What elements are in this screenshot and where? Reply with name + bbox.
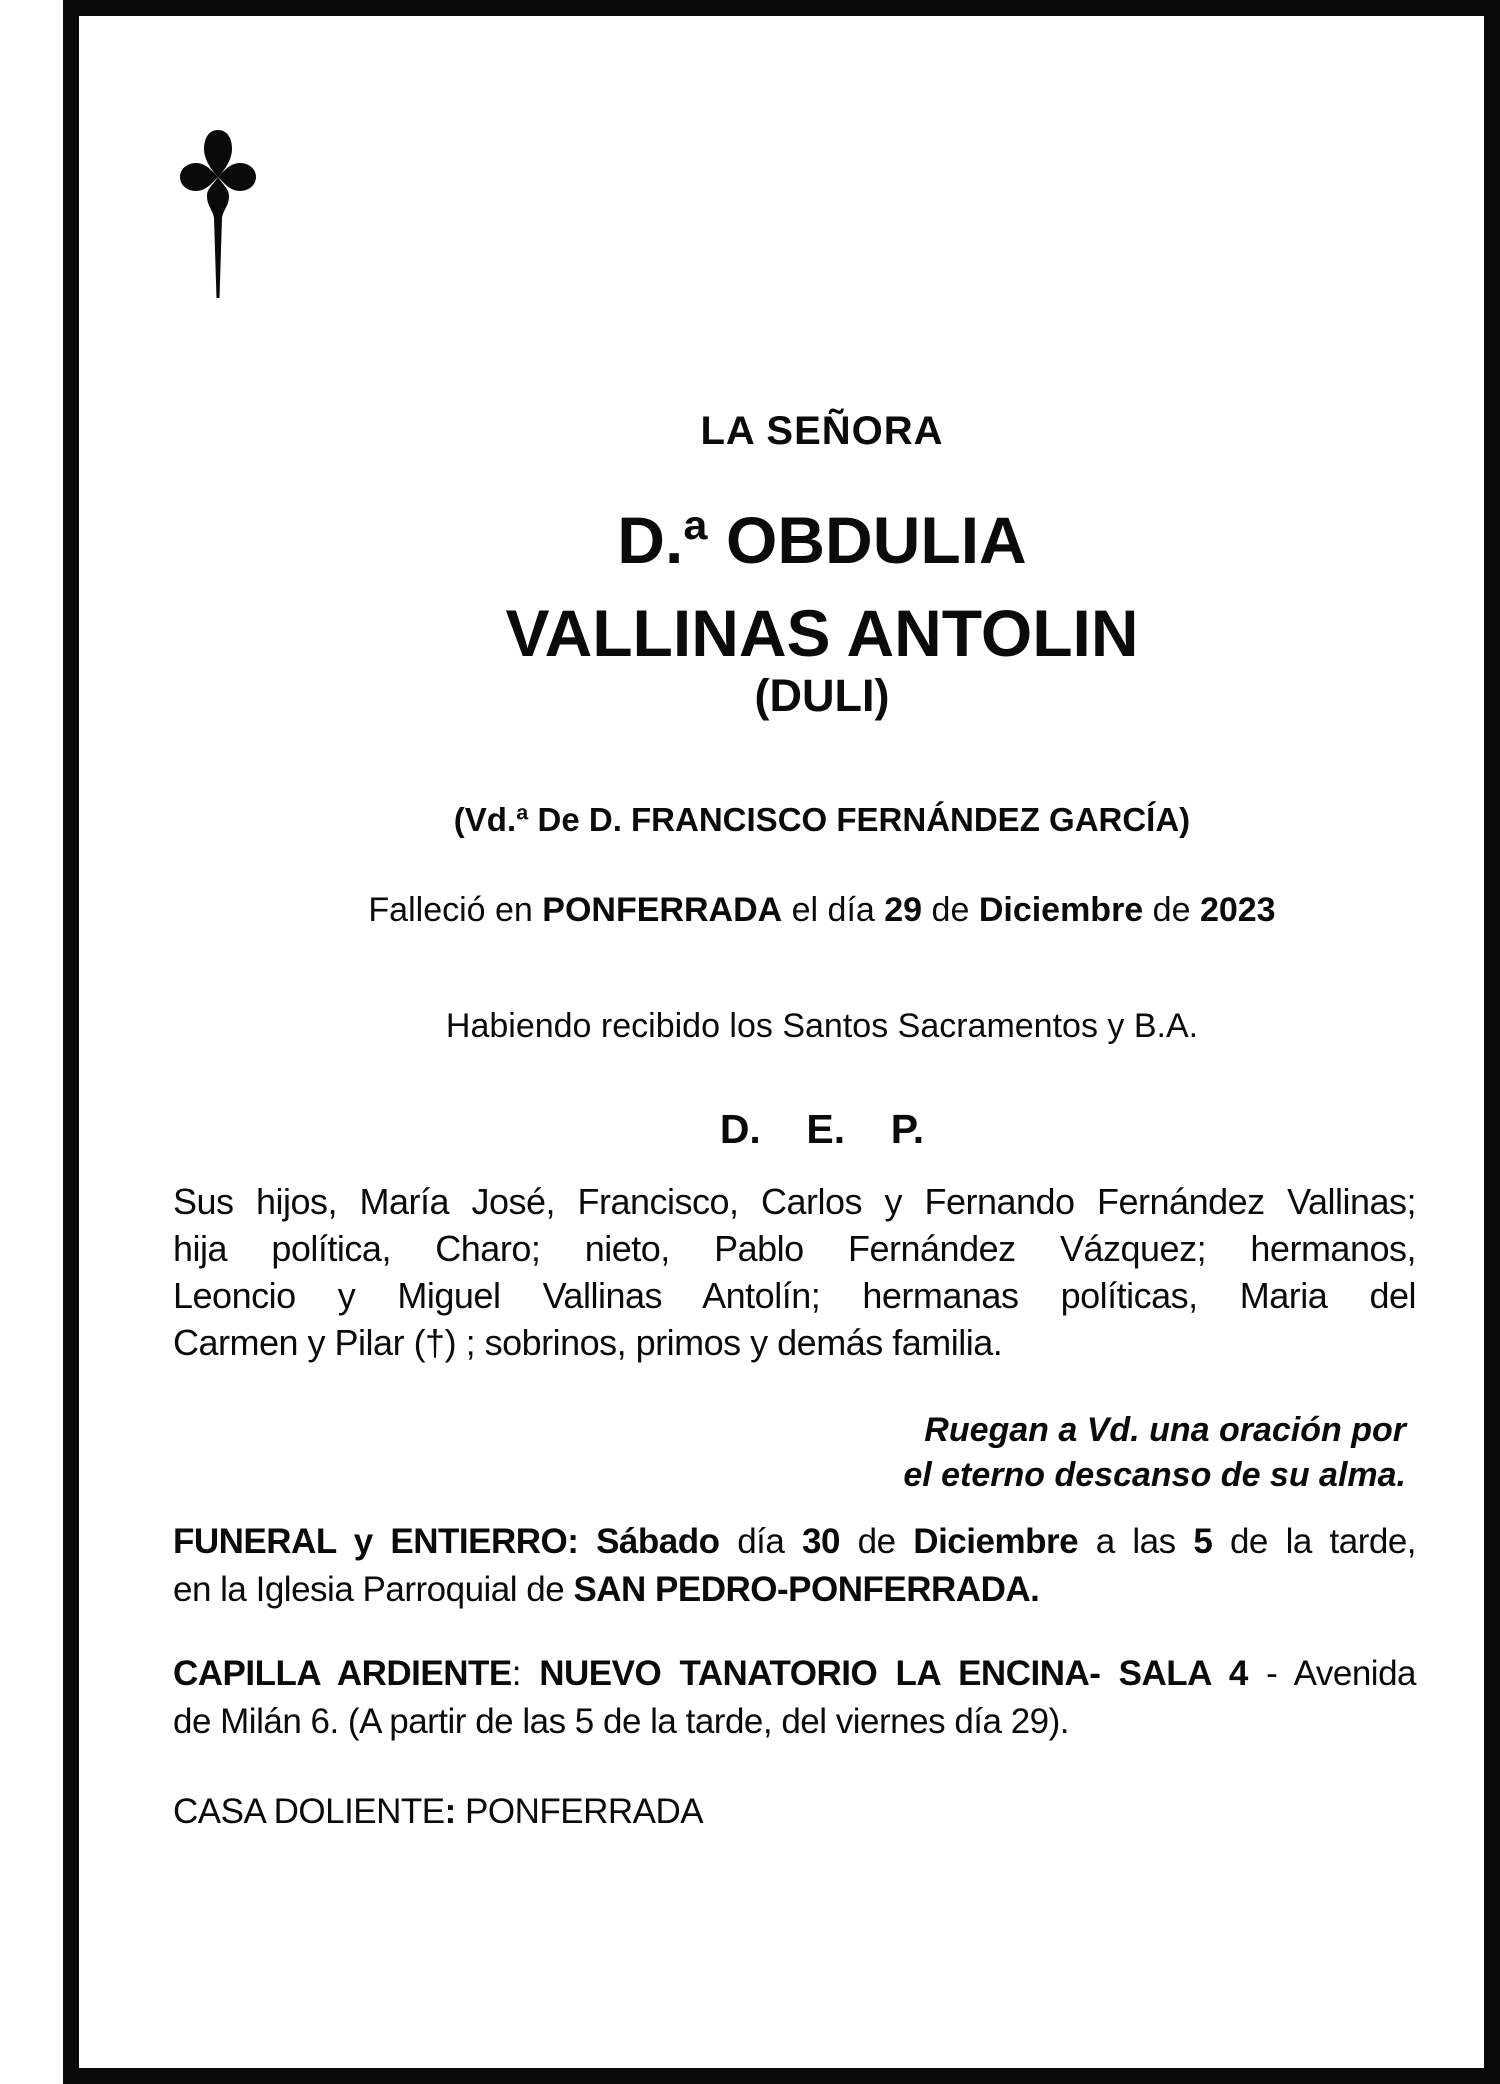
family-line: Carmen y Pilar (†) ; sobrinos, primos y demás familia.	[173, 1322, 1003, 1363]
latin-cross-icon	[178, 128, 258, 300]
funeral-line1: FUNERAL y ENTIERRO: Sábado día 30 de Diciembre a las 5 de la tarde,	[173, 1522, 1417, 1561]
family-paragraph	[173, 1178, 1416, 1366]
funeral-notice	[173, 1518, 1416, 1614]
sacraments-line: Habiendo recibido los Santos Sacramentos y B.A.	[445, 1007, 1199, 1045]
mourning-home-line: CASA DOLIENTE: PONFERRADA	[173, 1792, 704, 1831]
chapel-line2: de Milán 6. (A partir de las 5 de la tarde, del viernes día 29).	[173, 1702, 1070, 1741]
chapel-line1: CAPILLA ARDIENTE: NUEVO TANATORIO LA ENCINA- SALA 4 - Avenida	[173, 1654, 1417, 1693]
prayer-line1: Ruegan a Vd. una oración por	[924, 1411, 1406, 1449]
family-line: hija política, Charo; nieto, Pablo Fernández Vázquez; hermanos,	[173, 1228, 1416, 1269]
deceased-name	[173, 494, 1471, 680]
dep-abbreviation: D. E. P.	[719, 1106, 925, 1152]
family-line: Leoncio y Miguel Vallinas Antolín; hermanas políticas, Maria del	[173, 1275, 1416, 1316]
funeral-line2: en la Iglesia Parroquial de SAN PEDRO-PONFERRADA.	[173, 1570, 1040, 1609]
prayer-line2: el eterno descanso de su alma.	[903, 1456, 1406, 1494]
family-line: Sus hijos, María José, Francisco, Carlos y Fernando Fernández Vallinas;	[173, 1181, 1416, 1222]
death-date-line: Falleció en PONFERRADA el día 29 de Diciembre de 2023	[368, 891, 1276, 929]
deceased-name-line2: VALLINAS ANTOLIN	[505, 596, 1139, 670]
prayer-request	[173, 1408, 1416, 1498]
nickname: (DULI)	[754, 670, 890, 721]
widow-of-line: (Vd.ª De D. FRANCISCO FERNÁNDEZ GARCÍA)	[453, 801, 1191, 838]
honorific-title: LA SEÑORA	[700, 409, 944, 453]
deceased-name-line1: D.ª OBDULIA	[617, 503, 1027, 577]
chapel-notice	[173, 1650, 1416, 1746]
